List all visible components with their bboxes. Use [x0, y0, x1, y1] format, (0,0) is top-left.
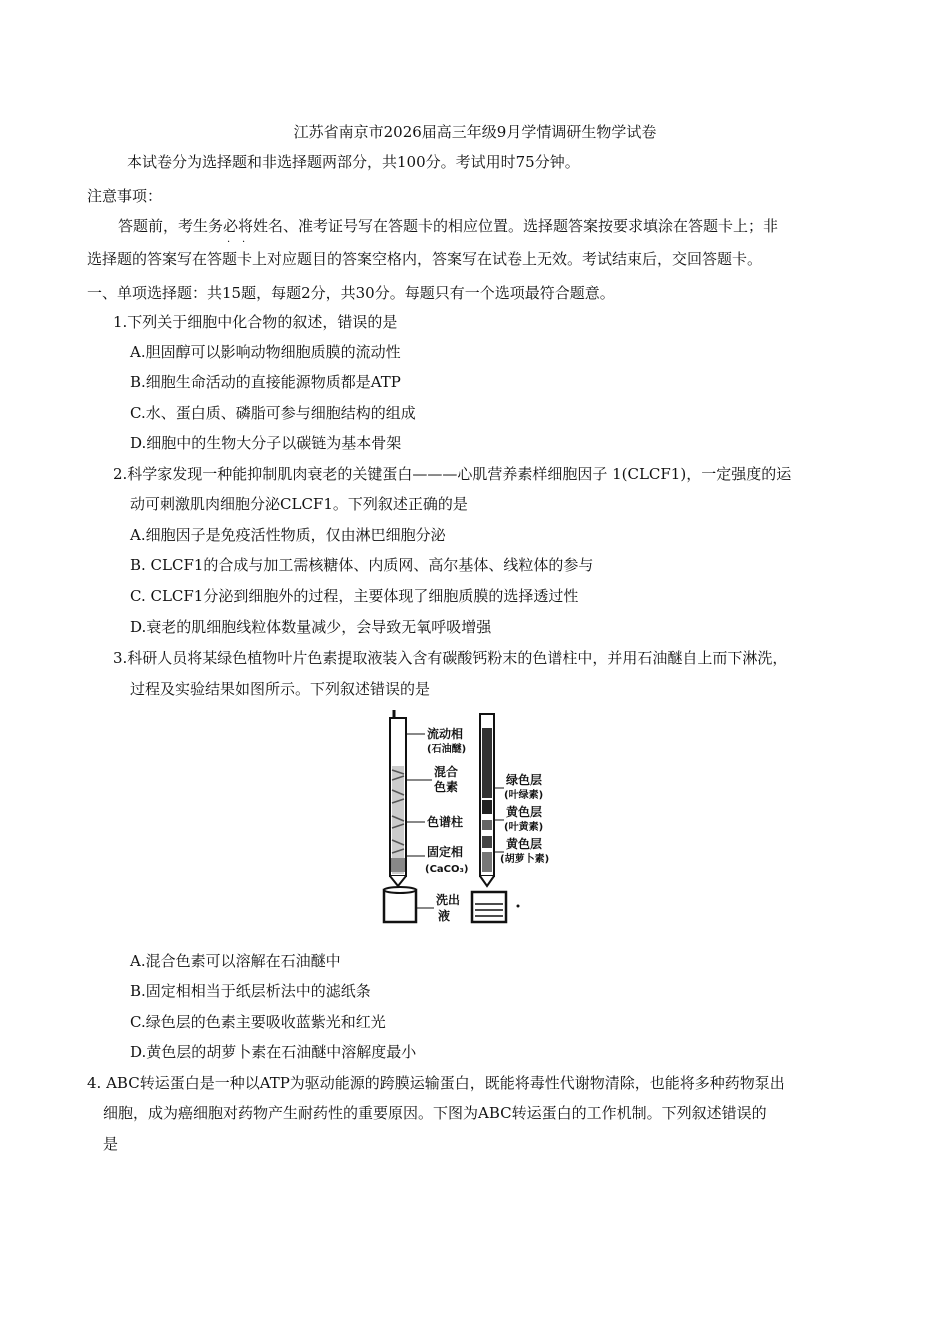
right-column-fixed-phase: [482, 852, 492, 872]
right-column-mobile-phase: [482, 728, 492, 798]
question-2-option-d: D.衰老的肌细胞线粒体数量减少，会导致无氧呼吸增强: [130, 618, 492, 636]
emphasis-dot: ·: [227, 237, 231, 248]
label-green-layer-sub: (叶绿素): [504, 790, 544, 801]
question-2-option-b: B. CLCF1的合成与加工需核糖体、内质网、高尔基体、线粒体的参与: [130, 556, 594, 574]
question-3-option-b: B.固定相相当于纸层析法中的滤纸条: [130, 982, 371, 1000]
label-eluate-1: 洗出: [436, 893, 461, 907]
label-mixed-2: 色素: [434, 780, 459, 794]
label-mobile-phase-sub: (石油醚): [427, 744, 467, 755]
green-layer-band: [482, 800, 492, 814]
question-3-option-a: A.混合色素可以溶解在石油醚中: [130, 952, 341, 970]
left-column-fixed-phase: [391, 858, 405, 872]
question-4-stem-line-3: 是: [103, 1135, 119, 1153]
chromatography-figure: [380, 708, 550, 928]
notice-line-1: 答题前，考生务必将姓名、准考证号写在答题卡的相应位置。选择题答案按要求填涂在答题卡上；非: [118, 217, 779, 235]
right-beaker: [472, 892, 506, 922]
question-2-stem-line-2: 动可刺激肌肉细胞分泌CLCF1。下列叙述正确的是: [130, 495, 468, 513]
question-1-option-b: B.细胞生命活动的直接能源物质都是ATP: [130, 373, 401, 391]
label-green-layer: 绿色层: [506, 773, 543, 787]
label-fixed-phase-sub: (CaCO₃): [425, 864, 469, 875]
yellow-layer-band-2: [482, 836, 492, 848]
label-yellow-layer-1-sub: (叶黄素): [504, 822, 544, 833]
question-4-stem-line-1: 4. ABC转运蛋白是一种以ATP为驱动能源的跨膜运输蛋白，既能将毒性代谢物清除，也能将多种药物泵出: [87, 1074, 785, 1092]
question-3-stem-line-2: 过程及实验结果如图所示。下列叙述错误的是: [130, 680, 431, 698]
question-3-stem-line-1: 3.科研人员将某绿色植物叶片色素提取液装入含有碳酸钙粉末的色谱柱中，并用石油醚自上而下淋洗，: [113, 649, 788, 667]
label-mobile-phase: 流动相: [427, 727, 464, 741]
question-1-option-d: D.细胞中的生物大分子以碳链为基本骨架: [130, 434, 402, 452]
left-column-tip: [390, 876, 406, 886]
label-yellow-layer-2-sub: (胡萝卜素): [500, 854, 550, 865]
section-heading: 一、单项选择题：共15题，每题2分，共30分。每题只有一个选项最符合题意。: [87, 284, 615, 302]
label-column: 色谱柱: [427, 815, 464, 829]
question-2-option-a: A.细胞因子是免疫活性物质，仅由淋巴细胞分泌: [130, 526, 446, 544]
question-2-option-c: C. CLCF1分泌到细胞外的过程，主要体现了细胞质膜的选择透过性: [130, 587, 579, 605]
question-1-option-c: C.水、蛋白质、磷脂可参与细胞结构的组成: [130, 404, 416, 422]
notice-line-2: 选择题的答案写在答题卡上对应题目的答案空格内，答案写在试卷上无效。考试结束后，交回答题卡。: [87, 250, 763, 268]
left-beaker: [384, 890, 416, 922]
notice-heading: 注意事项：: [87, 187, 163, 205]
question-2-stem-line-1: 2.科学家发现一种能抑制肌肉衰老的关键蛋白———心肌营养素样细胞因子 1(CLCF1)，一定强度的运: [113, 465, 792, 483]
label-eluate-2: 液: [438, 909, 451, 923]
label-yellow-layer-2: 黄色层: [506, 837, 543, 851]
intro-text: 本试卷分为选择题和非选择题两部分，共100分。考试用时75分钟。: [127, 153, 580, 171]
question-4-stem-line-2: 细胞，成为癌细胞对药物产生耐药性的重要原因。下图为ABC转运蛋白的工作机制。下列叙述错误的: [103, 1104, 767, 1122]
emphasis-dot: ·: [242, 237, 246, 248]
question-3-option-c: C.绿色层的色素主要吸收蓝紫光和红光: [130, 1013, 386, 1031]
yellow-layer-band-1: [482, 820, 492, 830]
page-title: 江苏省南京市2026届高三年级9月学情调研生物学试卷: [293, 123, 657, 141]
question-1-stem: 1.下列关于细胞中化合物的叙述，错误的是: [113, 313, 398, 331]
question-3-option-d: D.黄色层的胡萝卜素在石油醚中溶解度最小: [130, 1043, 417, 1061]
label-mixed-1: 混合: [434, 765, 459, 779]
label-fixed-phase: 固定相: [427, 845, 464, 859]
question-1-option-a: A.胆固醇可以影响动物细胞质膜的流动性: [130, 343, 401, 361]
label-yellow-layer-1: 黄色层: [506, 805, 543, 819]
